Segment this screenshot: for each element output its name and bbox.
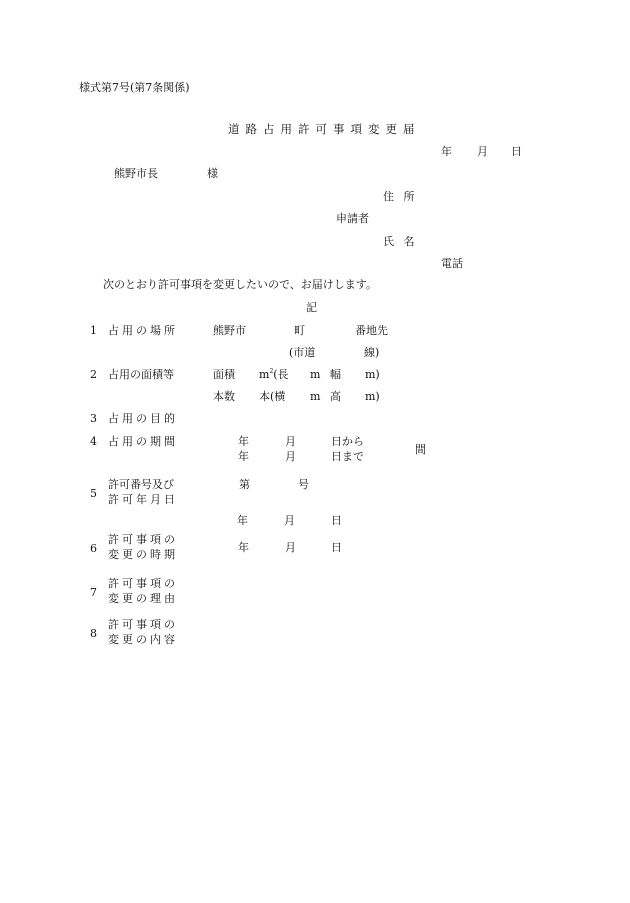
item-6-year: 年 [238,541,249,554]
item-2-m3: m [310,390,321,403]
item-5-label-line2: 許可年月日 [108,493,178,506]
applicant-name-label: 氏 名 [383,235,418,248]
item-6-number: 6 [90,542,97,555]
applicant-phone-label: 電話 [441,257,463,270]
item-4-number: 4 [90,435,97,448]
item-2-count-label: 本数 [213,390,235,403]
item-3-number: 3 [90,412,97,425]
item-5-label-line1: 許可番号及び [108,478,174,491]
item-4-to-day: 日まで [331,450,364,463]
item-2-height: 高 [330,390,341,403]
item-6-month: 月 [285,541,296,554]
item-7-label-line1: 許可事項の [108,577,178,590]
document-title: 道路占用許可事項変更届 [228,122,421,136]
item-2-m2: m) [365,368,380,381]
form-number: 様式第7号(第7条関係) [79,81,190,94]
item-1-city: 熊野市 [213,324,246,337]
item-4-from-year: 年 [238,435,249,448]
item-6-day: 日 [331,541,342,554]
item-8-label-line2: 変更の内容 [108,633,178,646]
item-4-to-month: 月 [285,450,296,463]
item-1-town: 町 [294,324,305,337]
addressee-honorific: 様 [207,167,218,180]
item-4-period: 間 [415,443,426,456]
item-2-area-label: 面積 [213,368,235,381]
item-1-road-open: (市道 [289,346,316,359]
item-7-label-line2: 変更の理由 [108,592,178,605]
item-2-area-unit [259,369,289,380]
intro-text: 次のとおり許可事項を変更したいので、お届けします。 [103,278,377,291]
item-7-number: 7 [90,586,97,599]
item-5-number: 5 [90,487,97,500]
applicant-label: 申請者 [336,212,369,225]
date-year: 年 [441,145,452,158]
item-2-width: 幅 [330,368,341,381]
item-5-go: 号 [298,478,309,491]
item-5-year: 年 [237,514,248,527]
item-5-day: 日 [331,514,342,527]
item-2-m4: m) [365,390,380,403]
item-5-month: 月 [284,514,295,527]
item-2-number: 2 [90,368,97,381]
ki-heading: 記 [306,301,317,314]
item-4-to-year: 年 [238,450,249,463]
item-1-label: 占用の場所 [108,324,178,337]
applicant-address-label: 住 所 [383,190,418,203]
item-4-label: 占用の期間 [108,435,178,448]
item-6-label-line1: 許可事項の [108,533,178,546]
item-2-area-unit-m: m [259,368,270,381]
item-2-area-unit-sup: 2 [269,368,274,375]
item-4-from-day: 日から [331,435,364,448]
item-2-count-open: 本(横 [259,390,286,403]
item-8-number: 8 [90,627,97,640]
item-5-dai: 第 [239,478,250,491]
item-1-banchi: 番地先 [355,324,388,337]
item-4-from-month: 月 [285,435,296,448]
item-6-label-line2: 変更の時期 [108,548,178,561]
item-8-label-line1: 許可事項の [108,618,178,631]
item-2-length-open: (長 [273,368,289,381]
item-1-road-close: 線) [364,346,380,359]
addressee-mayor: 熊野市長 [114,167,158,180]
date-month: 月 [477,145,488,158]
item-1-number: 1 [90,324,97,337]
date-day: 日 [511,145,522,158]
item-3-label: 占用の目的 [108,412,178,425]
item-2-m1: m [310,368,321,381]
item-2-label: 占用の面積等 [108,368,174,381]
